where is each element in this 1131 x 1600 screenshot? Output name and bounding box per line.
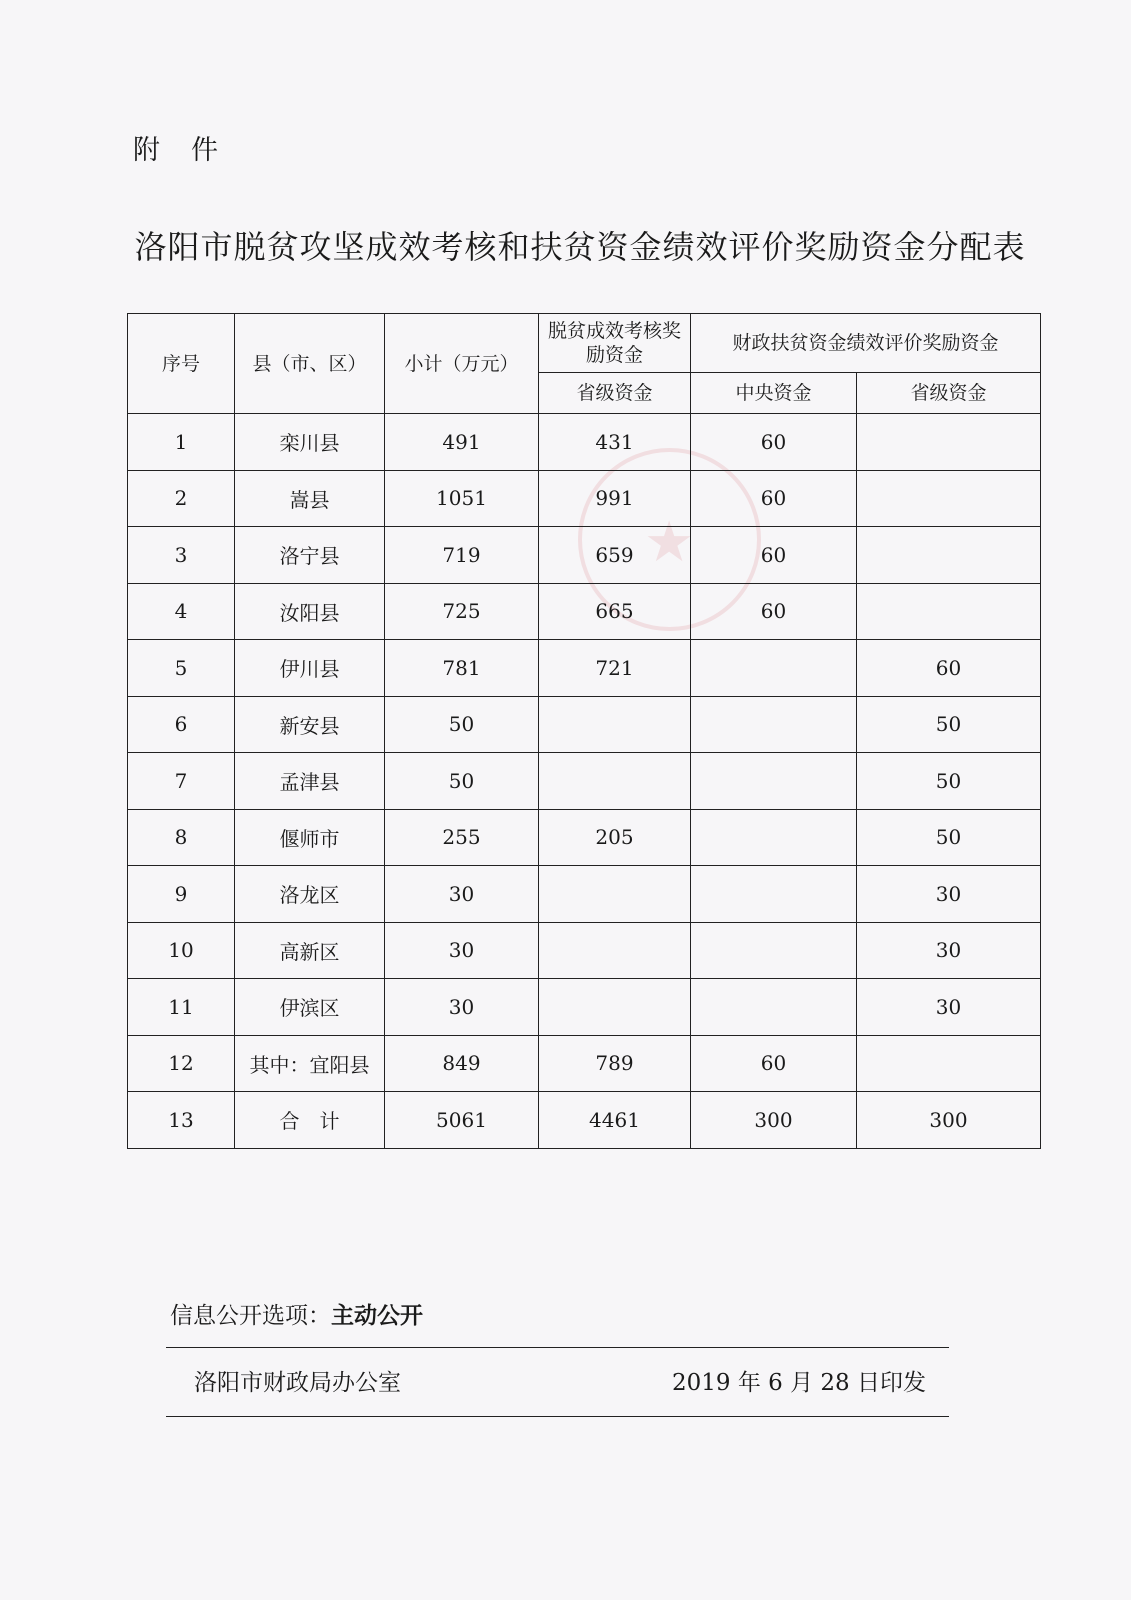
row-perf-provincial <box>857 527 1041 584</box>
row-perf-central: 60 <box>691 1035 857 1092</box>
table-row <box>128 809 1041 866</box>
row-assessment-provincial: 659 <box>539 527 691 584</box>
header-county: 县（市、区） <box>235 314 385 414</box>
row-county: 汝阳县 <box>235 583 385 640</box>
row-subtotal: 50 <box>385 753 539 810</box>
table-row <box>128 414 1041 471</box>
row-perf-central: 60 <box>691 583 857 640</box>
header-seq: 序号 <box>128 314 235 414</box>
header-assessment-provincial: 省级资金 <box>539 373 691 414</box>
row-subtotal: 50 <box>385 696 539 753</box>
row-subtotal: 5061 <box>385 1092 539 1149</box>
allocation-table <box>127 313 1041 1149</box>
row-perf-provincial: 50 <box>857 753 1041 810</box>
header-assessment: 脱贫成效考核奖励资金 <box>547 320 681 366</box>
row-assessment-provincial <box>539 979 691 1036</box>
row-assessment-provincial <box>539 753 691 810</box>
row-seq: 6 <box>128 696 235 753</box>
row-subtotal: 30 <box>385 979 539 1036</box>
row-county: 伊川县 <box>235 640 385 697</box>
row-perf-central: 60 <box>691 527 857 584</box>
row-seq: 5 <box>128 640 235 697</box>
row-subtotal: 491 <box>385 414 539 471</box>
header-perf-central: 中央资金 <box>691 373 857 414</box>
row-subtotal: 725 <box>385 583 539 640</box>
row-county: 高新区 <box>235 922 385 979</box>
table-row <box>128 866 1041 923</box>
footer-rule-bottom <box>166 1416 949 1417</box>
row-perf-provincial <box>857 470 1041 527</box>
row-county: 其中：宜阳县 <box>235 1035 385 1092</box>
table-row <box>128 583 1041 640</box>
row-subtotal: 781 <box>385 640 539 697</box>
table-row <box>128 640 1041 697</box>
header-performance: 财政扶贫资金绩效评价奖励资金 <box>691 314 1041 373</box>
row-county: 合 计 <box>235 1092 385 1149</box>
row-seq: 3 <box>128 527 235 584</box>
row-county: 洛龙区 <box>235 866 385 923</box>
row-perf-provincial: 50 <box>857 696 1041 753</box>
table-row <box>128 753 1041 810</box>
row-perf-provincial <box>857 414 1041 471</box>
issuer: 洛阳市财政局办公室 <box>194 1370 401 1396</box>
row-subtotal: 255 <box>385 809 539 866</box>
table-row <box>128 1035 1041 1092</box>
row-perf-provincial: 30 <box>857 922 1041 979</box>
row-subtotal: 1051 <box>385 470 539 527</box>
row-perf-central <box>691 866 857 923</box>
row-perf-central <box>691 753 857 810</box>
row-subtotal: 30 <box>385 866 539 923</box>
row-seq: 2 <box>128 470 235 527</box>
row-perf-central <box>691 922 857 979</box>
row-seq: 1 <box>128 414 235 471</box>
row-assessment-provincial: 4461 <box>539 1092 691 1149</box>
row-assessment-provincial: 431 <box>539 414 691 471</box>
issue-date: 2019 年 6 月 28 日印发 <box>672 1370 926 1396</box>
row-perf-provincial: 50 <box>857 809 1041 866</box>
row-perf-provincial <box>857 1035 1041 1092</box>
row-seq: 11 <box>128 979 235 1036</box>
row-perf-provincial: 60 <box>857 640 1041 697</box>
row-county: 偃师市 <box>235 809 385 866</box>
row-seq: 10 <box>128 922 235 979</box>
row-perf-central <box>691 640 857 697</box>
row-assessment-provincial: 205 <box>539 809 691 866</box>
row-perf-central <box>691 696 857 753</box>
header-subtotal: 小计（万元） <box>385 314 539 414</box>
row-county: 洛宁县 <box>235 527 385 584</box>
row-perf-provincial <box>857 583 1041 640</box>
row-assessment-provincial: 789 <box>539 1035 691 1092</box>
table-row <box>128 922 1041 979</box>
row-county: 伊滨区 <box>235 979 385 1036</box>
page-title: 洛阳市脱贫攻坚成效考核和扶贫资金绩效评价奖励资金分配表 <box>134 228 1026 266</box>
row-seq: 7 <box>128 753 235 810</box>
disclosure-value: 主动公开 <box>331 1303 423 1329</box>
row-county: 栾川县 <box>235 414 385 471</box>
table-row <box>128 696 1041 753</box>
row-perf-central <box>691 809 857 866</box>
table-row <box>128 527 1041 584</box>
row-seq: 13 <box>128 1092 235 1149</box>
row-assessment-provincial: 721 <box>539 640 691 697</box>
disclosure-option <box>170 1297 423 1330</box>
row-perf-central: 60 <box>691 414 857 471</box>
row-seq: 4 <box>128 583 235 640</box>
row-seq: 9 <box>128 866 235 923</box>
row-seq: 12 <box>128 1035 235 1092</box>
row-assessment-provincial: 665 <box>539 583 691 640</box>
table-row <box>128 979 1041 1036</box>
row-perf-provincial: 300 <box>857 1092 1041 1149</box>
row-perf-central: 300 <box>691 1092 857 1149</box>
attachment-label: 附 件 <box>133 135 220 166</box>
row-perf-provincial: 30 <box>857 866 1041 923</box>
row-assessment-provincial <box>539 922 691 979</box>
star-icon: ★ <box>644 510 695 575</box>
row-county: 嵩县 <box>235 470 385 527</box>
row-county: 孟津县 <box>235 753 385 810</box>
row-assessment-provincial: 991 <box>539 470 691 527</box>
row-assessment-provincial <box>539 866 691 923</box>
table-row <box>128 470 1041 527</box>
row-perf-central <box>691 979 857 1036</box>
row-subtotal: 30 <box>385 922 539 979</box>
row-county: 新安县 <box>235 696 385 753</box>
row-assessment-provincial <box>539 696 691 753</box>
table-row <box>128 1092 1041 1149</box>
header-assessment-cell <box>539 314 691 373</box>
row-subtotal: 719 <box>385 527 539 584</box>
row-seq: 8 <box>128 809 235 866</box>
disclosure-label: 信息公开选项： <box>170 1303 331 1329</box>
header-perf-provincial: 省级资金 <box>857 373 1041 414</box>
row-subtotal: 849 <box>385 1035 539 1092</box>
row-perf-provincial: 30 <box>857 979 1041 1036</box>
row-perf-central: 60 <box>691 470 857 527</box>
footer-rule-top <box>166 1347 949 1348</box>
